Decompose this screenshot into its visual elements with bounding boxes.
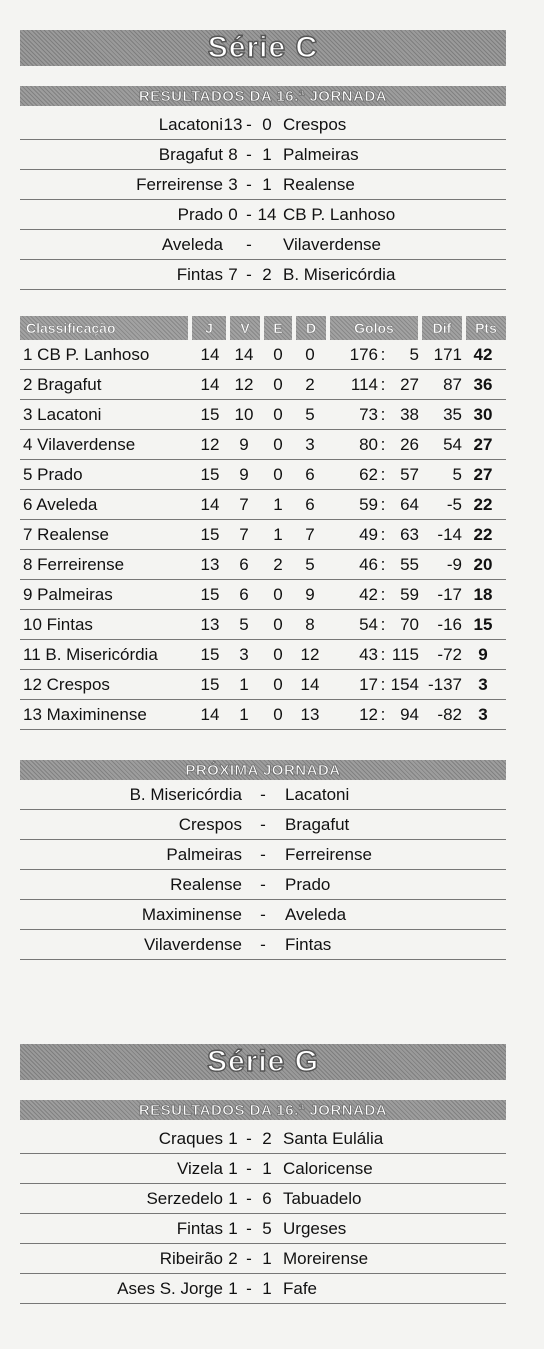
away-team: Crespos [283,114,347,134]
goals-against: 5 [409,345,419,364]
games: 15 [200,645,220,664]
home-score: 3 [228,174,238,194]
losses: 3 [305,435,315,454]
draws: 0 [273,705,283,724]
score-separator: - [246,1248,252,1268]
losses: 5 [305,405,315,424]
result-row [20,140,506,170]
wins: 1 [239,705,249,724]
score-separator: - [246,114,252,134]
result-row [20,200,506,230]
home-team: Bragafut [158,144,223,164]
score-separator: - [246,204,252,224]
draws: 0 [273,465,283,484]
standings-table [20,340,506,730]
home-score: 2 [228,1248,238,1268]
losses: 14 [300,675,320,694]
result-row [20,1154,506,1184]
goals-for: 54 [359,615,378,634]
goals-for: 73 [359,405,378,424]
draws: 1 [273,495,283,514]
next-round-list [20,780,506,960]
goals-separator: : [380,585,386,604]
fixture-separator: - [260,935,266,954]
score-separator: - [246,174,252,194]
goals-against: 57 [400,465,419,484]
away-team: Fintas [285,935,332,954]
goals-for: 43 [359,645,378,664]
result-row [20,260,506,290]
games: 14 [200,705,220,724]
losses: 6 [305,495,315,514]
points: 18 [473,585,493,604]
goals-for: 62 [359,465,378,484]
fixture-row [20,780,506,810]
next-round-header: PRÓXIMA JORNADA [185,761,341,779]
draws: 2 [273,555,283,574]
draws: 0 [273,675,283,694]
goals-for: 59 [359,495,378,514]
away-score: 6 [262,1188,272,1208]
wins: 7 [239,525,249,544]
home-team: Realense [170,875,242,894]
fixture-separator: - [260,905,266,924]
serie-g-results-header: RESULTADOS DA 16.ª JORNADA [138,1101,388,1119]
team-name: 8 Ferreirense [23,555,125,574]
games: 13 [200,615,220,634]
goal-difference: -17 [437,585,462,604]
goals-against: 59 [400,585,419,604]
goals-against: 26 [400,435,419,454]
away-score: 1 [262,1248,272,1268]
away-team: Prado [285,875,331,894]
fixture-separator: - [260,875,266,894]
home-score: 8 [228,144,238,164]
wins: 6 [239,555,249,574]
result-row [20,170,506,200]
away-team: Moreirense [283,1248,369,1268]
goals-for: 12 [359,705,378,724]
score-separator: - [246,1128,252,1148]
fixture-separator: - [260,785,266,804]
draws: 0 [273,375,283,394]
points: 36 [473,375,493,394]
points: 3 [478,675,488,694]
home-score: 0 [228,204,238,224]
games: 15 [200,585,220,604]
away-score: 1 [262,1158,272,1178]
home-team: Ferreirense [136,174,223,194]
table-row [20,700,506,730]
draws: 1 [273,525,283,544]
goals-against: 70 [400,615,419,634]
points: 20 [473,555,493,574]
losses: 0 [305,345,315,364]
score-separator: - [246,234,252,254]
away-score: 14 [257,204,277,224]
next-round-header-bar [20,760,506,780]
home-team: B. Misericórdia [129,785,242,804]
home-score: 1 [228,1278,238,1298]
team-name: 6 Aveleda [23,495,98,514]
away-team: Aveleda [285,905,347,924]
points: 27 [473,435,493,454]
col-header-e: E [264,316,292,340]
losses: 13 [300,705,320,724]
score-separator: - [246,264,252,284]
home-team: Aveleda [161,234,223,254]
away-score: 1 [262,1278,272,1298]
result-row [20,1214,506,1244]
col-header-d: D [296,316,326,340]
games: 12 [200,435,220,454]
goal-difference: -5 [446,495,462,514]
serie-g-results-list [20,1124,506,1304]
goals-separator: : [380,495,386,514]
points: 22 [473,495,493,514]
serie-c-results-list [20,110,506,290]
home-team: Serzedelo [146,1188,223,1208]
away-team: Urgeses [283,1218,347,1238]
table-row [20,400,506,430]
goal-difference: -137 [427,675,462,694]
games: 14 [200,375,220,394]
result-row [20,1184,506,1214]
team-name: 1 CB P. Lanhoso [23,345,150,364]
wins: 9 [239,435,249,454]
away-score: 1 [262,174,272,194]
table-row [20,430,506,460]
table-row [20,490,506,520]
goal-difference: -82 [437,705,462,724]
score-separator: - [246,144,252,164]
team-name: 10 Fintas [23,615,93,634]
serie-c-results-header-bar [20,86,506,106]
away-score: 5 [262,1218,272,1238]
games: 13 [200,555,220,574]
away-team: CB P. Lanhoso [283,204,396,224]
col-header-dif: Dif [422,316,462,340]
team-name: 11 B. Misericórdia [23,645,158,664]
draws: 0 [273,405,283,424]
goals-for: 17 [359,675,378,694]
goals-separator: : [380,375,386,394]
table-row [20,520,506,550]
home-team: Palmeiras [166,845,242,864]
home-team: Vizela [177,1158,223,1178]
table-row [20,670,506,700]
result-row [20,1244,506,1274]
col-header-v: V [230,316,260,340]
home-score: 1 [228,1218,238,1238]
away-team: Fafe [283,1278,318,1298]
col-header-classificacao: Classificação [20,316,188,340]
away-score: 2 [262,1128,272,1148]
table-row [20,550,506,580]
losses: 9 [305,585,315,604]
goal-difference: -14 [437,525,462,544]
wins: 10 [234,405,254,424]
team-name: 9 Palmeiras [23,585,113,604]
wins: 1 [239,675,249,694]
serie-c-title: Série C [207,31,319,64]
goals-separator: : [380,555,386,574]
goal-difference: 54 [443,435,462,454]
points: 30 [473,405,493,424]
losses: 12 [300,645,320,664]
home-team: Fintas [176,264,223,284]
home-team: Prado [177,204,223,224]
losses: 6 [305,465,315,484]
losses: 2 [305,375,315,394]
goals-for: 42 [359,585,378,604]
goals-separator: : [380,675,386,694]
games: 15 [200,675,220,694]
goals-for: 49 [359,525,378,544]
games: 14 [200,495,220,514]
losses: 8 [305,615,315,634]
sports-results-page [20,0,506,1304]
goals-separator: : [380,435,386,454]
goals-against: 115 [391,645,419,664]
goal-difference: 171 [433,345,462,364]
wins: 12 [234,375,254,394]
fixture-row [20,900,506,930]
away-team: Bragafut [285,815,350,834]
home-team: Vilaverdense [144,935,242,954]
fixture-row [20,930,506,960]
away-score: 2 [262,264,272,284]
points: 9 [478,645,488,664]
result-row [20,230,506,260]
fixture-separator: - [260,815,266,834]
games: 14 [200,345,220,364]
team-name: 5 Prado [23,465,83,484]
score-separator: - [246,1278,252,1298]
standings-header [20,316,506,340]
home-score: 1 [228,1128,238,1148]
fixture-row [20,810,506,840]
home-team: Ases S. Jorge [117,1278,223,1298]
table-row [20,340,506,370]
home-team: Ribeirão [159,1248,223,1268]
draws: 0 [273,435,283,454]
goals-against: 63 [400,525,419,544]
wins: 14 [234,345,254,364]
col-header-golos: Golos [330,316,418,340]
goal-difference: 5 [452,465,462,484]
home-score: 7 [228,264,238,284]
goals-against: 64 [400,495,419,514]
serie-c-results-header: RESULTADOS DA 16.ª JORNADA [138,87,388,105]
goals-separator: : [380,705,386,724]
team-name: 13 Maximinense [23,705,147,724]
home-team: Maximinense [141,905,242,924]
goals-separator: : [380,525,386,544]
col-header-j: J [192,316,226,340]
fixture-separator: - [260,845,266,864]
home-team: Fintas [176,1218,223,1238]
games: 15 [200,405,220,424]
home-score: 13 [223,114,243,134]
goals-for: 46 [359,555,378,574]
home-team: Lacatoni [158,114,223,134]
points: 42 [473,345,493,364]
away-score: 0 [262,114,272,134]
goals-against: 94 [400,705,419,724]
score-separator: - [246,1188,252,1208]
team-name: 4 Vilaverdense [23,435,136,454]
goals-for: 80 [359,435,378,454]
draws: 0 [273,645,283,664]
goals-separator: : [380,645,386,664]
goal-difference: 35 [443,405,462,424]
wins: 9 [239,465,249,484]
away-team: Ferreirense [285,845,372,864]
wins: 5 [239,615,249,634]
away-team: Palmeiras [283,144,359,164]
points: 3 [478,705,488,724]
team-name: 2 Bragafut [23,375,102,394]
points: 15 [473,615,493,634]
serie-g-title-bar [20,1044,506,1080]
team-name: 12 Crespos [23,675,110,694]
table-row [20,580,506,610]
result-row [20,1274,506,1304]
away-team: Lacatoni [285,785,350,804]
wins: 3 [239,645,249,664]
table-row [20,460,506,490]
goals-for: 114 [350,375,378,394]
away-score: 1 [262,144,272,164]
goal-difference: -9 [446,555,462,574]
result-row [20,110,506,140]
draws: 0 [273,615,283,634]
away-team: Santa Eulália [283,1128,384,1148]
goals-against: 154 [390,675,419,694]
goals-separator: : [380,615,386,634]
col-header-pts: Pts [466,316,506,340]
score-separator: - [246,1158,252,1178]
home-score: 1 [228,1188,238,1208]
table-row [20,370,506,400]
goals-separator: : [380,345,386,364]
away-team: Caloricense [283,1158,373,1178]
away-team: Tabuadelo [283,1188,362,1208]
losses: 7 [305,525,315,544]
goals-separator: : [380,405,386,424]
goal-difference: -16 [437,615,462,634]
fixture-row [20,870,506,900]
result-row [20,1124,506,1154]
team-name: 3 Lacatoni [23,405,102,424]
team-name: 7 Realense [23,525,110,544]
points: 22 [473,525,493,544]
goals-for: 176 [349,345,378,364]
home-score: 1 [228,1158,238,1178]
games: 15 [200,465,220,484]
goal-difference: -72 [437,645,462,664]
home-team: Craques [158,1128,223,1148]
games: 15 [200,525,220,544]
goals-against: 38 [400,405,419,424]
losses: 5 [305,555,315,574]
away-team: B. Misericórdia [283,264,396,284]
serie-g-title: Série G [206,1045,320,1078]
goal-difference: 87 [443,375,462,394]
goals-against: 55 [400,555,419,574]
score-separator: - [246,1218,252,1238]
wins: 7 [239,495,249,514]
away-team: Vilaverdense [283,234,381,254]
goals-against: 27 [400,375,419,394]
points: 27 [473,465,493,484]
home-team: Crespos [178,815,242,834]
table-row [20,610,506,640]
draws: 0 [273,585,283,604]
table-row [20,640,506,670]
fixture-row [20,840,506,870]
draws: 0 [273,345,283,364]
goals-separator: : [380,465,386,484]
away-team: Realense [283,174,355,194]
serie-g-results-header-bar [20,1100,506,1120]
wins: 6 [239,585,249,604]
serie-c-title-bar [20,30,506,66]
